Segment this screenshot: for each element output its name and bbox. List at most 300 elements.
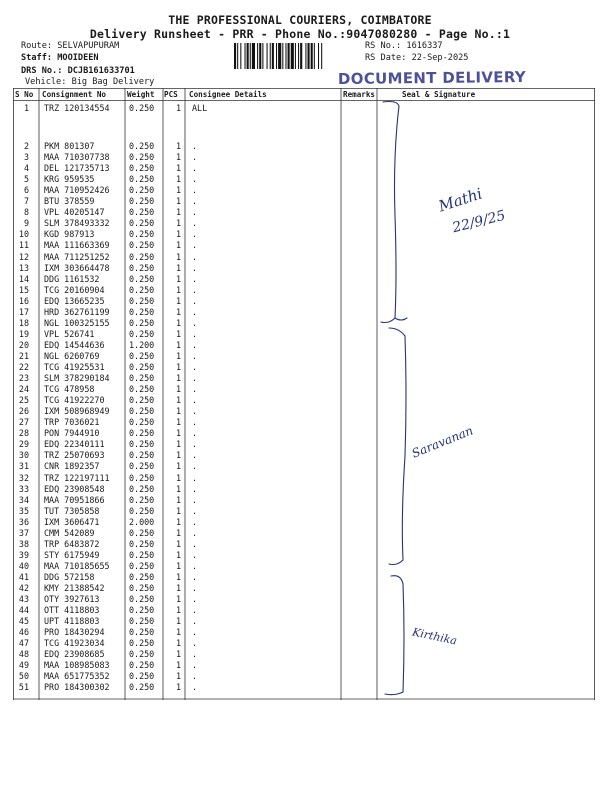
row-consignee: . bbox=[192, 660, 198, 671]
table-row bbox=[13, 638, 373, 649]
row-consignee: . bbox=[192, 671, 198, 682]
row-pcs: 1 bbox=[175, 527, 181, 538]
rs-number: RS No.: 1616337 bbox=[365, 41, 443, 51]
row-consignee: . bbox=[192, 627, 198, 638]
row-consignee: . bbox=[192, 174, 198, 185]
row-sno: 37 bbox=[18, 527, 29, 538]
row-pcs: 1 bbox=[175, 152, 181, 163]
row-consignee: . bbox=[192, 229, 198, 240]
row-weight: 0.250 bbox=[129, 362, 155, 372]
row-consignment: CNR 1892357 bbox=[44, 461, 100, 472]
row-consignee: . bbox=[192, 439, 198, 450]
row-consignee: . bbox=[192, 516, 198, 527]
row-sno: 50 bbox=[18, 671, 29, 682]
barcode-bar bbox=[288, 43, 290, 69]
row-consignee: . bbox=[192, 417, 198, 428]
row-weight: 0.250 bbox=[129, 384, 155, 395]
row-consignment: NGL 6260769 bbox=[44, 350, 100, 361]
row-consignment: MAA 710952426 bbox=[44, 185, 110, 196]
col-remarks-header: Remarks bbox=[343, 90, 376, 99]
row-weight: 0.250 bbox=[129, 594, 155, 605]
row-sno: 32 bbox=[18, 472, 29, 483]
table-row bbox=[13, 384, 373, 395]
rs-date: RS Date: 22-Sep-2025 bbox=[365, 53, 469, 63]
table-row bbox=[13, 594, 373, 605]
row-consignee: . bbox=[192, 207, 198, 218]
row-pcs: 1 bbox=[175, 571, 181, 582]
row-consignment: SLM 378290184 bbox=[44, 373, 110, 384]
table-row bbox=[13, 417, 373, 428]
barcode-bar bbox=[321, 43, 322, 69]
row-sno: 49 bbox=[18, 660, 29, 671]
row-consignment: TCG 478958 bbox=[44, 384, 95, 395]
row-weight: 0.250 bbox=[129, 527, 155, 538]
row-consignment: PRO 184300302 bbox=[44, 682, 110, 693]
row-consignee: . bbox=[192, 505, 198, 516]
row-sno: 5 bbox=[23, 174, 29, 185]
row-consignee: . bbox=[192, 649, 198, 660]
row-pcs: 1 bbox=[175, 516, 181, 527]
barcode bbox=[234, 43, 362, 69]
row-consignee: . bbox=[192, 461, 198, 472]
table-row bbox=[13, 495, 373, 506]
row-sno: 27 bbox=[18, 417, 29, 428]
row-sno: 35 bbox=[18, 505, 29, 516]
row-consignee: . bbox=[192, 527, 198, 538]
row-pcs: 1 bbox=[175, 328, 181, 339]
barcode-bar bbox=[270, 43, 271, 69]
row-consignee: ALL bbox=[192, 103, 208, 113]
runsheet-subtitle: Delivery Runsheet - PRR - Phone No.:9047080280 - Page No.:1 bbox=[89, 27, 511, 41]
row-weight: 0.250 bbox=[129, 240, 155, 251]
row-consignee: . bbox=[192, 560, 198, 571]
row-consignee: . bbox=[192, 395, 198, 406]
row-weight: 1.200 bbox=[129, 339, 155, 350]
table-row bbox=[13, 307, 373, 318]
row-consignee: . bbox=[192, 605, 198, 616]
row-consignment: TCG 41923034 bbox=[44, 638, 105, 649]
row-consignee: . bbox=[192, 141, 198, 151]
row-consignment: STY 6175949 bbox=[44, 549, 100, 560]
row-pcs: 1 bbox=[175, 163, 181, 174]
row-pcs: 1 bbox=[175, 627, 181, 638]
row-weight: 0.250 bbox=[129, 229, 155, 240]
table-row bbox=[13, 274, 373, 285]
row-sno: 12 bbox=[18, 251, 29, 262]
row-pcs: 1 bbox=[175, 649, 181, 660]
row-pcs: 1 bbox=[175, 362, 181, 372]
row-consignment: PKM 801307 bbox=[44, 141, 95, 151]
row-consignee: . bbox=[192, 240, 198, 251]
row-sno: 7 bbox=[23, 196, 29, 207]
row-sno: 23 bbox=[18, 373, 29, 384]
row-consignee: . bbox=[192, 494, 198, 505]
row-consignee: . bbox=[192, 196, 198, 207]
row-pcs: 1 bbox=[175, 395, 181, 406]
row-consignee: . bbox=[192, 273, 198, 284]
row-pcs: 1 bbox=[175, 682, 181, 693]
barcode-bar bbox=[318, 43, 319, 69]
table-row bbox=[13, 616, 373, 627]
row-consignment: NGL 100325155 bbox=[44, 317, 110, 328]
row-pcs: 1 bbox=[175, 605, 181, 616]
row-sno: 34 bbox=[18, 494, 29, 505]
row-consignment: TRZ 122197111 bbox=[44, 472, 110, 483]
row-consignment: MAA 70951866 bbox=[44, 494, 105, 505]
barcode-bar bbox=[308, 43, 310, 69]
row-sno: 20 bbox=[18, 339, 29, 350]
row-consignee: . bbox=[192, 384, 198, 395]
barcode-bar bbox=[276, 43, 277, 69]
barcode-bar bbox=[237, 43, 238, 69]
row-sno: 3 bbox=[23, 152, 29, 163]
table-row bbox=[13, 428, 373, 439]
row-sno: 29 bbox=[18, 439, 29, 450]
row-weight: 0.250 bbox=[129, 395, 155, 406]
row-consignment: VPL 526741 bbox=[44, 328, 95, 339]
row-pcs: 1 bbox=[175, 185, 181, 196]
row-consignee: . bbox=[192, 295, 198, 306]
row-consignee: . bbox=[192, 306, 198, 317]
table-row bbox=[13, 395, 373, 406]
row-weight: 0.250 bbox=[129, 660, 155, 671]
row-sno: 48 bbox=[18, 649, 29, 660]
row-sno: 24 bbox=[18, 384, 29, 395]
row-weight: 0.250 bbox=[129, 560, 155, 571]
row-pcs: 1 bbox=[175, 638, 181, 649]
row-consignee: . bbox=[192, 339, 198, 350]
row-weight: 0.250 bbox=[129, 616, 155, 627]
table-row bbox=[13, 506, 373, 517]
row-pcs: 1 bbox=[175, 538, 181, 549]
row-sno: 47 bbox=[18, 638, 29, 649]
col-consignee-header: Consignee Details bbox=[189, 90, 267, 99]
row-consignee: . bbox=[192, 251, 198, 262]
table-row bbox=[13, 240, 373, 251]
row-consignee: . bbox=[192, 638, 198, 649]
row-consignment: EDQ 13665235 bbox=[44, 295, 105, 306]
row-sno: 45 bbox=[18, 616, 29, 627]
table-row bbox=[13, 461, 373, 472]
row-sno: 51 bbox=[18, 682, 29, 693]
row-consignee: . bbox=[192, 428, 198, 439]
row-weight: 0.250 bbox=[129, 317, 155, 328]
row-weight: 0.250 bbox=[129, 450, 155, 461]
table-row bbox=[13, 561, 373, 572]
table-row bbox=[13, 196, 373, 207]
row-consignment: TUT 7305858 bbox=[44, 505, 100, 516]
row-consignment: PRO 18430294 bbox=[44, 627, 105, 638]
row-pcs: 1 bbox=[175, 616, 181, 627]
table-row bbox=[13, 450, 373, 461]
row-weight: 0.250 bbox=[129, 605, 155, 616]
row-consignee: . bbox=[192, 317, 198, 328]
table-row bbox=[13, 362, 373, 373]
table-row bbox=[13, 528, 373, 539]
row-pcs: 1 bbox=[175, 450, 181, 461]
row-consignee: . bbox=[192, 328, 198, 339]
col-seal-header: Seal & Signature bbox=[402, 90, 476, 99]
row-sno: 13 bbox=[18, 262, 29, 273]
row-pcs: 1 bbox=[175, 439, 181, 450]
row-sno: 40 bbox=[18, 560, 29, 571]
col-sno-header: S No bbox=[15, 90, 34, 99]
row-sno: 42 bbox=[18, 583, 29, 593]
row-weight: 0.250 bbox=[129, 103, 155, 113]
row-sno: 11 bbox=[18, 240, 29, 251]
row-consignee: . bbox=[192, 549, 198, 560]
barcode-bar bbox=[252, 43, 255, 69]
row-pcs: 1 bbox=[175, 583, 181, 593]
row-weight: 0.250 bbox=[129, 483, 155, 494]
row-sno: 17 bbox=[18, 306, 29, 317]
row-weight: 0.250 bbox=[129, 538, 155, 549]
row-consignment: TCG 41925531 bbox=[44, 362, 105, 372]
row-consignment: IXM 3606471 bbox=[44, 516, 100, 527]
row-pcs: 1 bbox=[175, 660, 181, 671]
row-weight: 0.250 bbox=[129, 185, 155, 196]
row-consignee: . bbox=[192, 583, 198, 593]
row-sno: 44 bbox=[18, 605, 29, 616]
barcode-bar bbox=[311, 43, 313, 69]
row-pcs: 1 bbox=[175, 406, 181, 417]
row-consignee: . bbox=[192, 284, 198, 295]
row-consignment: MAA 111663369 bbox=[44, 240, 110, 251]
table-row bbox=[13, 484, 373, 495]
row-consignee: . bbox=[192, 616, 198, 627]
row-consignment: EDQ 23908548 bbox=[44, 483, 105, 494]
row-pcs: 1 bbox=[175, 483, 181, 494]
row-pcs: 1 bbox=[175, 560, 181, 571]
row-consignee: . bbox=[192, 373, 198, 384]
row-weight: 0.250 bbox=[129, 174, 155, 185]
row-consignee: . bbox=[192, 450, 198, 461]
row-consignment: UPT 4118803 bbox=[44, 616, 100, 627]
table-row bbox=[13, 605, 373, 616]
signature-date: 22/9/25 bbox=[450, 207, 508, 237]
barcode-bar bbox=[295, 43, 296, 69]
row-weight: 0.250 bbox=[129, 406, 155, 417]
table-row bbox=[13, 682, 373, 693]
row-weight: 0.250 bbox=[129, 583, 155, 593]
row-pcs: 1 bbox=[175, 671, 181, 682]
row-consignee: . bbox=[192, 682, 198, 693]
row-pcs: 1 bbox=[175, 461, 181, 472]
barcode-bar bbox=[267, 43, 268, 69]
col-consignment-header: Consignment No bbox=[42, 90, 107, 99]
row-pcs: 1 bbox=[175, 339, 181, 350]
row-sno: 21 bbox=[18, 350, 29, 361]
row-consignment: EDQ 14544636 bbox=[44, 339, 105, 350]
row-consignee: . bbox=[192, 350, 198, 361]
table-row bbox=[13, 207, 373, 218]
table-row bbox=[13, 373, 373, 384]
row-consignment: TCG 41922270 bbox=[44, 395, 105, 406]
row-weight: 0.250 bbox=[129, 428, 155, 439]
row-consignment: DDG 1161532 bbox=[44, 273, 100, 284]
row-consignee: . bbox=[192, 262, 198, 273]
row-consignee: . bbox=[192, 406, 198, 417]
row-pcs: 1 bbox=[175, 549, 181, 560]
table-row bbox=[13, 517, 373, 528]
table-row bbox=[13, 141, 373, 152]
row-weight: 0.250 bbox=[129, 262, 155, 273]
row-weight: 0.250 bbox=[129, 505, 155, 516]
row-weight: 0.250 bbox=[129, 549, 155, 560]
row-sno: 19 bbox=[18, 328, 29, 339]
table-row bbox=[13, 572, 373, 583]
row-sno: 39 bbox=[18, 549, 29, 560]
barcode-bar bbox=[305, 43, 306, 69]
table-row bbox=[13, 152, 373, 163]
row-weight: 0.250 bbox=[129, 218, 155, 229]
row-consignment: OTY 3927613 bbox=[44, 594, 100, 605]
row-sno: 36 bbox=[18, 516, 29, 527]
table-row bbox=[13, 218, 373, 229]
row-weight: 0.250 bbox=[129, 141, 155, 151]
row-consignment: IXM 508968949 bbox=[44, 406, 110, 417]
row-consignee: . bbox=[192, 218, 198, 229]
row-sno: 16 bbox=[18, 295, 29, 306]
row-consignment: KGD 987913 bbox=[44, 229, 95, 240]
barcode-bar bbox=[245, 43, 246, 69]
barcode-bar bbox=[285, 43, 286, 69]
row-sno: 28 bbox=[18, 428, 29, 439]
table-row bbox=[13, 229, 373, 240]
row-pcs: 1 bbox=[175, 273, 181, 284]
row-sno: 18 bbox=[18, 317, 29, 328]
barcode-bar bbox=[250, 43, 251, 69]
table-row bbox=[13, 252, 373, 263]
row-consignment: MAA 710185655 bbox=[44, 560, 110, 571]
row-consignee: . bbox=[192, 594, 198, 605]
row-consignee: . bbox=[192, 571, 198, 582]
row-sno: 22 bbox=[18, 362, 29, 372]
row-sno: 10 bbox=[18, 229, 29, 240]
row-consignee: . bbox=[192, 483, 198, 494]
row-consignment: TRZ 25070693 bbox=[44, 450, 105, 461]
row-consignee: . bbox=[192, 472, 198, 483]
row-pcs: 1 bbox=[175, 417, 181, 428]
row-sno: 8 bbox=[23, 207, 29, 218]
row-consignment: SLM 378493332 bbox=[44, 218, 110, 229]
row-weight: 0.250 bbox=[129, 350, 155, 361]
signature-mathi: Mathi bbox=[436, 184, 485, 216]
table-row bbox=[13, 649, 373, 660]
staff-label: Staff: MOOIDEEN bbox=[21, 53, 99, 63]
table-row bbox=[13, 340, 373, 351]
table-row bbox=[13, 473, 373, 484]
row-pcs: 1 bbox=[175, 317, 181, 328]
row-weight: 0.250 bbox=[129, 273, 155, 284]
row-weight: 0.250 bbox=[129, 152, 155, 163]
row-pcs: 1 bbox=[175, 103, 181, 113]
table-row bbox=[13, 185, 373, 196]
row-consignment: DDG 572158 bbox=[44, 571, 95, 582]
row-consignee: . bbox=[192, 538, 198, 549]
row-consignment: TRP 7036021 bbox=[44, 417, 100, 428]
row-sno: 30 bbox=[18, 450, 29, 461]
route-label: Route: SELVAPUPURAM bbox=[21, 41, 120, 51]
document-delivery-stamp: DOCUMENT DELIVERY bbox=[337, 68, 527, 88]
row-sno: 33 bbox=[18, 483, 29, 494]
table-row bbox=[13, 351, 373, 362]
row-consignment: TRP 6483872 bbox=[44, 538, 100, 549]
row-sno: 25 bbox=[18, 395, 29, 406]
row-pcs: 1 bbox=[175, 207, 181, 218]
row-sno: 41 bbox=[18, 571, 29, 582]
table-row bbox=[13, 406, 373, 417]
table-row bbox=[13, 318, 373, 329]
barcode-bar bbox=[300, 43, 302, 69]
table-row bbox=[13, 103, 373, 114]
table-row bbox=[13, 174, 373, 185]
row-pcs: 1 bbox=[175, 240, 181, 251]
row-pcs: 1 bbox=[175, 284, 181, 295]
row-pcs: 1 bbox=[175, 295, 181, 306]
barcode-bar bbox=[257, 43, 258, 69]
row-pcs: 1 bbox=[175, 594, 181, 605]
row-weight: 0.250 bbox=[129, 417, 155, 428]
row-consignment: OTT 4118803 bbox=[44, 605, 100, 616]
row-sno: 38 bbox=[18, 538, 29, 549]
row-sno: 31 bbox=[18, 461, 29, 472]
drs-label: DRS No.: DCJB161633701 bbox=[21, 66, 135, 76]
barcode-bar bbox=[262, 43, 263, 69]
row-weight: 0.250 bbox=[129, 638, 155, 649]
company-title: THE PROFESSIONAL COURIERS, COIMBATORE bbox=[168, 13, 432, 27]
barcode-bar bbox=[282, 43, 283, 69]
row-pcs: 1 bbox=[175, 174, 181, 185]
row-sno: 6 bbox=[23, 185, 29, 196]
signature-marks bbox=[375, 96, 595, 700]
row-pcs: 1 bbox=[175, 141, 181, 151]
row-pcs: 1 bbox=[175, 306, 181, 317]
row-weight: 0.250 bbox=[129, 649, 155, 660]
row-sno: 26 bbox=[18, 406, 29, 417]
row-consignee: . bbox=[192, 185, 198, 196]
row-weight: 0.250 bbox=[129, 439, 155, 450]
row-pcs: 1 bbox=[175, 505, 181, 516]
row-pcs: 1 bbox=[175, 384, 181, 395]
barcode-bar bbox=[272, 43, 274, 69]
barcode-bar bbox=[278, 43, 281, 69]
row-pcs: 1 bbox=[175, 373, 181, 384]
row-sno: 1 bbox=[23, 103, 29, 113]
row-sno: 14 bbox=[18, 273, 29, 284]
row-consignment: BTU 378559 bbox=[44, 196, 95, 207]
row-pcs: 1 bbox=[175, 428, 181, 439]
row-weight: 2.000 bbox=[129, 516, 155, 527]
row-sno: 43 bbox=[18, 594, 29, 605]
row-weight: 0.250 bbox=[129, 682, 155, 693]
barcode-bar bbox=[298, 43, 299, 69]
row-weight: 0.250 bbox=[129, 284, 155, 295]
row-consignment: MAA 711251252 bbox=[44, 251, 110, 262]
row-consignment: IXM 303664478 bbox=[44, 262, 110, 273]
table-row bbox=[13, 583, 373, 594]
row-sno: 15 bbox=[18, 284, 29, 295]
row-consignment: CMM 542089 bbox=[44, 527, 95, 538]
row-weight: 0.250 bbox=[129, 207, 155, 218]
row-consignment: MAA 710307738 bbox=[44, 152, 110, 163]
row-weight: 0.250 bbox=[129, 571, 155, 582]
table-row bbox=[13, 285, 373, 296]
col-pcs-header: PCS bbox=[164, 90, 178, 99]
table-row bbox=[13, 550, 373, 561]
row-consignment: TCG 20160904 bbox=[44, 284, 105, 295]
row-pcs: 1 bbox=[175, 251, 181, 262]
